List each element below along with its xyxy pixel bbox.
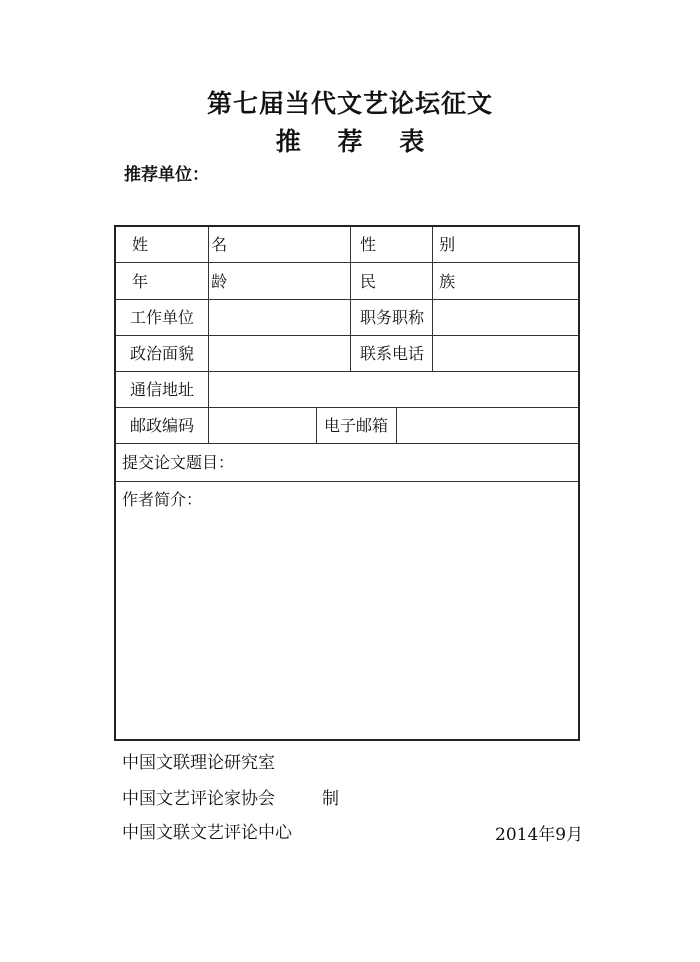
row-divider bbox=[116, 443, 578, 444]
age-label: 年 龄 bbox=[132, 272, 257, 291]
footer-date: 2014年9月 bbox=[495, 825, 584, 845]
column-divider bbox=[396, 407, 397, 443]
column-divider bbox=[208, 371, 209, 407]
recommendation-form bbox=[114, 225, 580, 741]
paper-title-label: 提交论文题目： bbox=[122, 453, 235, 472]
column-divider bbox=[316, 407, 317, 443]
page-subtitle: 推 荐 表 bbox=[275, 127, 439, 156]
ethnicity-label: 民 族 bbox=[360, 272, 485, 291]
row-divider bbox=[116, 299, 578, 300]
footer-org-1: 中国文联理论研究室 bbox=[122, 753, 275, 773]
row-divider bbox=[116, 407, 578, 408]
row-divider bbox=[116, 262, 578, 263]
row-divider bbox=[116, 335, 578, 336]
gender-label: 性 别 bbox=[360, 235, 485, 254]
workplace-label: 工作单位 bbox=[130, 308, 195, 327]
author-bio-label: 作者简介： bbox=[122, 490, 203, 509]
name-label: 姓 名 bbox=[132, 235, 257, 254]
email-label: 电子邮箱 bbox=[324, 416, 389, 435]
recommending-unit-label: 推荐单位： bbox=[124, 165, 209, 185]
row-divider bbox=[116, 371, 578, 372]
political-status-label: 政治面貌 bbox=[130, 344, 195, 363]
footer-org-3: 中国文联文艺评论中心 bbox=[122, 823, 292, 843]
job-title-label: 职务职称 bbox=[360, 308, 425, 327]
postcode-label: 邮政编码 bbox=[130, 416, 195, 435]
page-title: 第七届当代文艺论坛征文 bbox=[206, 89, 493, 118]
address-label: 通信地址 bbox=[130, 380, 195, 399]
row-divider bbox=[116, 481, 578, 482]
column-divider bbox=[350, 227, 351, 371]
column-divider bbox=[208, 407, 209, 443]
phone-label: 联系电话 bbox=[360, 344, 425, 363]
footer-org-2: 中国文艺评论家协会 bbox=[122, 789, 275, 809]
footer-made-by: 制 bbox=[322, 789, 339, 809]
